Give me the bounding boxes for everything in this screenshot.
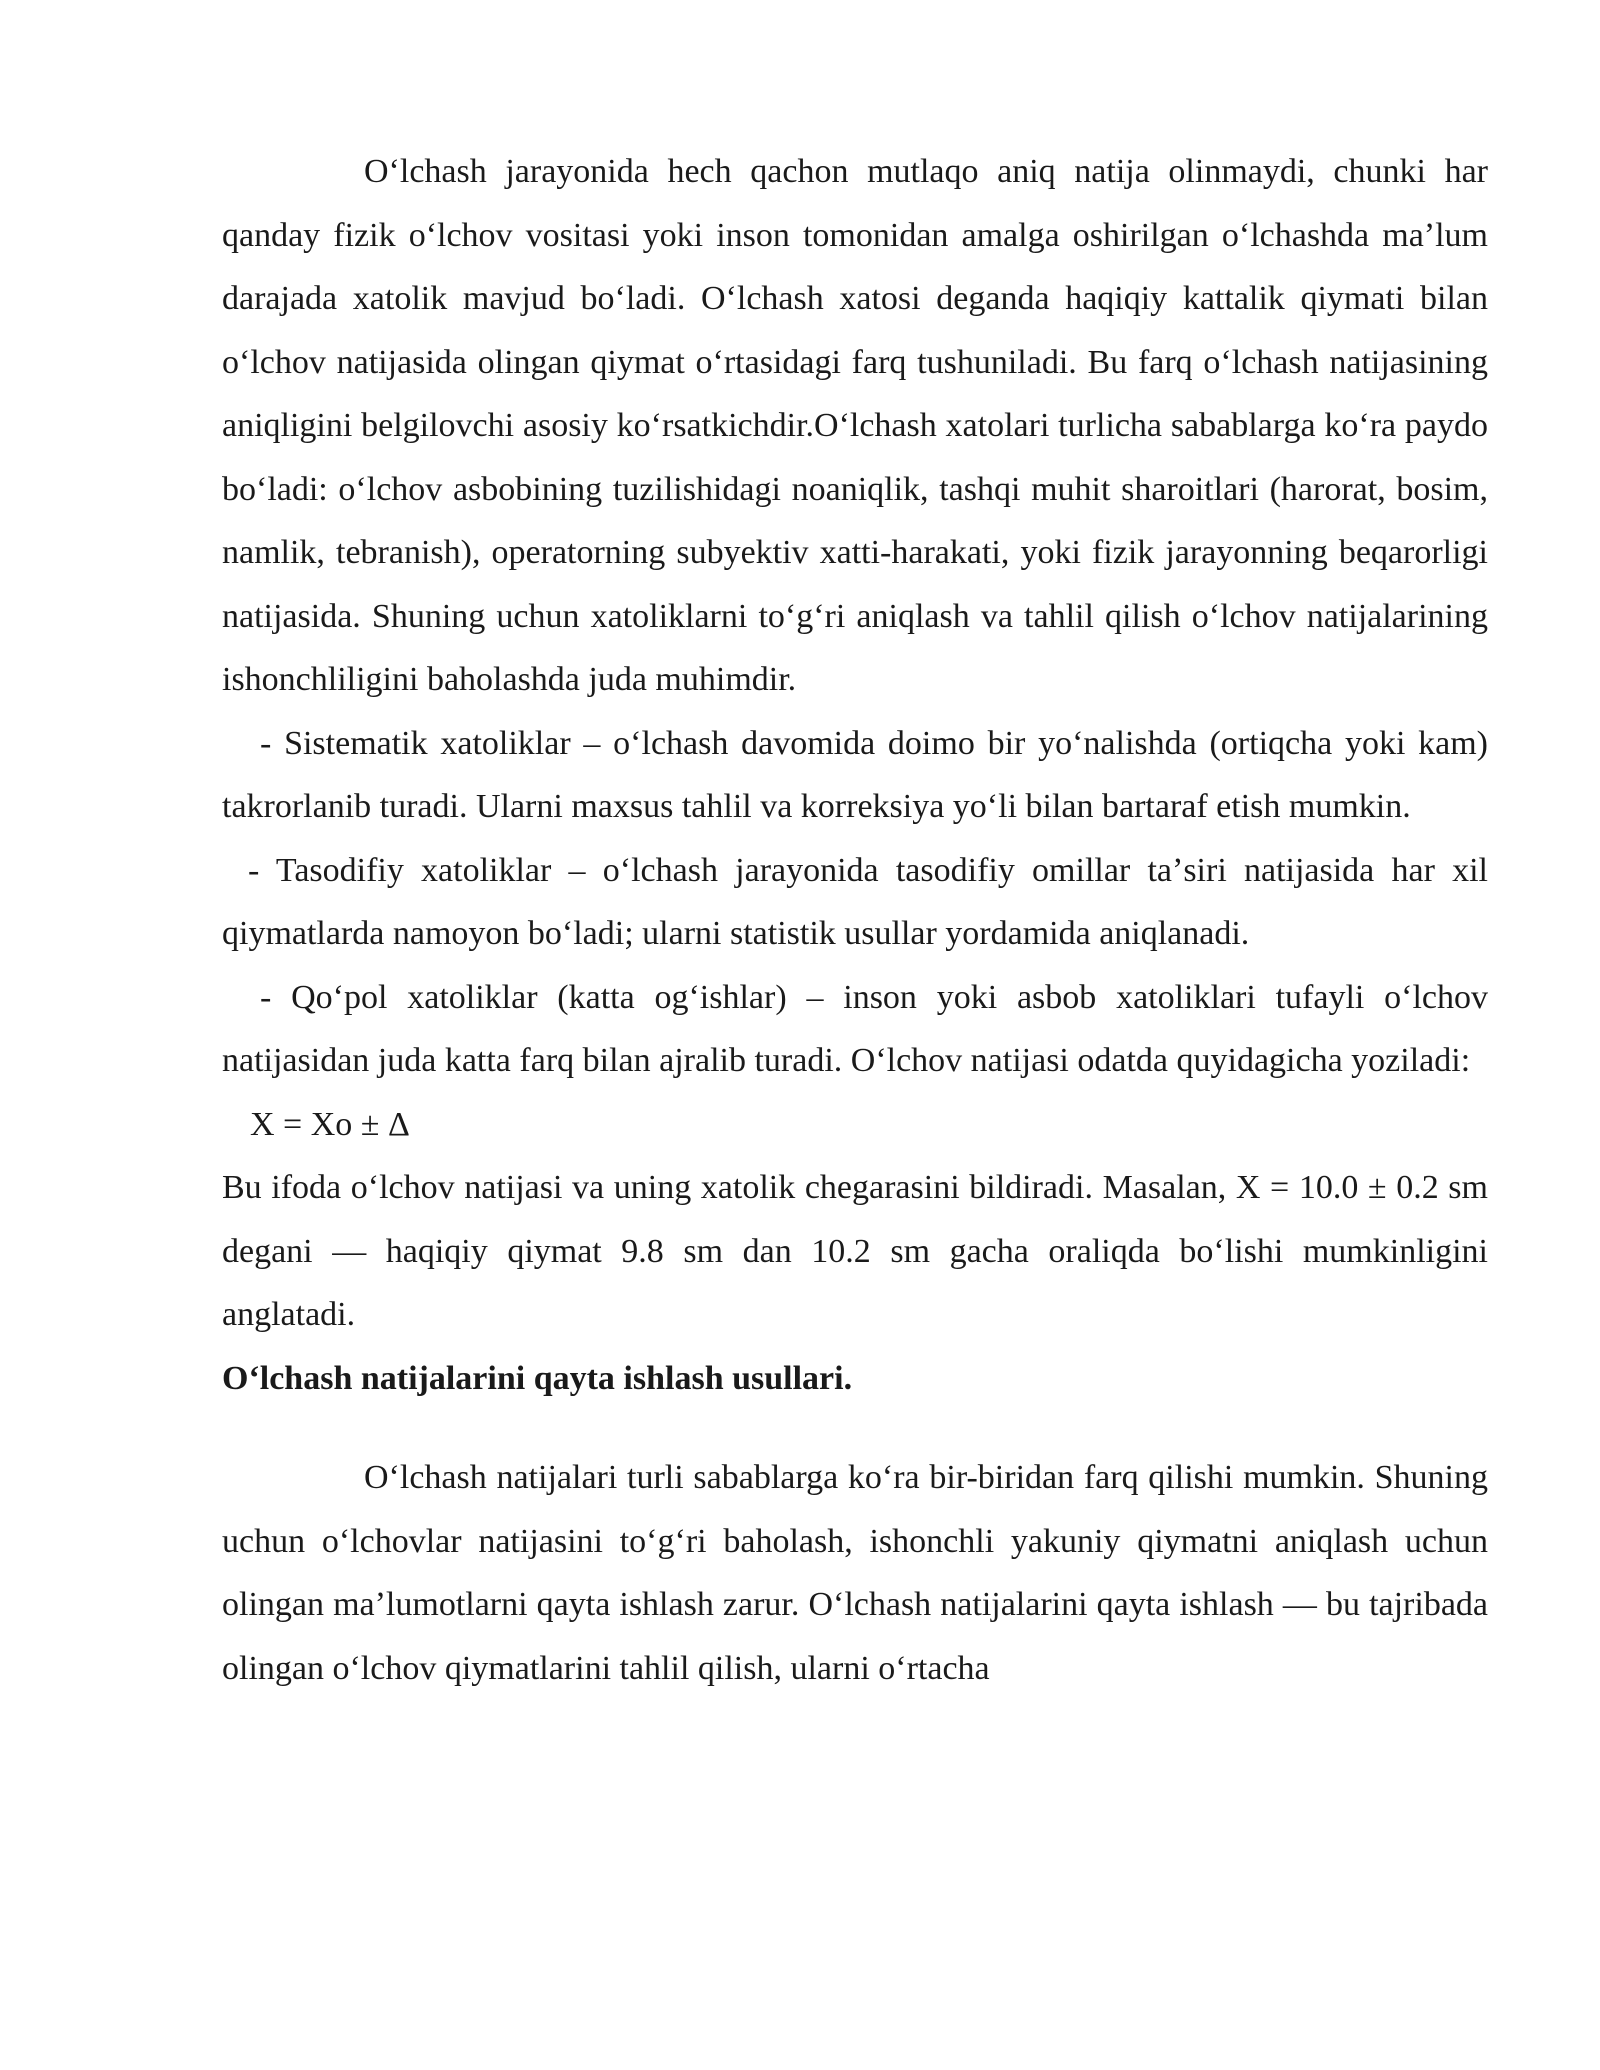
paragraph-gross-errors: - Qoʻpol xatoliklar (katta ogʻishlar) – inson yoki asbob xatoliklari tufayli oʻlchov natijasidan juda katta farq bilan ajralib turadi. Oʻlchov natijasi odatda quyidagicha yoziladi: [222,978,1488,1079]
paragraph-formula-explanation: Bu ifoda oʻlchov natijasi va uning xatolik chegarasini bildiradi. Masalan, X = 10.0 ± 0.2 sm degani — haqiqiy qiymat 9.8 sm dan 10.2 sm gacha oraliqda boʻlishi mumkinligini anglatadi. [222,1169,1488,1333]
measurement-formula: X = Xo ± Δ [250,1105,410,1143]
paragraph-random-errors: - Tasodifiy xatoliklar – oʻlchash jarayonida tasodifiy omillar taʼsiri natijasida har xil qiymatlarda namoyon boʻladi; ularni statistik usullar yordamida aniqlanadi. [222,851,1488,952]
heading-spacer [222,1410,1488,1446]
page-body [222,140,1488,1700]
paragraph-intro: Oʻlchash jarayonida hech qachon mutlaqo aniq natija olinmaydi, chunki har qanday fizik oʻlchov vositasi yoki inson tomonidan amalga oshirilgan oʻlchashda maʼlum darajada xatolik mavjud boʻladi. Oʻlchash xatosi deganda haqiqiy kattalik qiymati bilan oʻlchov natijasida olingan qiymat oʻrtasidagi farq tushuniladi. Bu farq oʻlchash natijasining aniqligini belgilovchi asosiy koʻrsatkichdir.Oʻlchash xatolari turlicha sabablarga koʻra paydo boʻladi: oʻlchov asbobining tuzilishidagi noaniqlik, tashqi muhit sharoitlari (harorat, bosim, namlik, tebranish), operatorning subyektiv xatti-harakati, yoki fizik jarayonning beqarorligi natijasida. Shuning uchun xatoliklarni toʻgʻri aniqlash va tahlil qilish oʻlchov natijalarining ishonchliligini baholashda juda muhimdir. [222,153,1488,698]
paragraph-processing: Oʻlchash natijalari turli sabablarga koʻra bir-biridan farq qilishi mumkin. Shuning uchun oʻlchovlar natijasini toʻgʻri baholash, ishonchli yakuniy qiymatni aniqlash uchun olingan maʼlumotlarni qayta ishlash zarur. Oʻlchash natijalarini qayta ishlash — bu tajribada olingan oʻlchov qiymatlarini tahlil qilish, ularni oʻrtacha [222,1459,1488,1687]
paragraph-systematic-errors: - Sistematik xatoliklar – oʻlchash davomida doimo bir yoʻnalishda (ortiqcha yoki kam) takrorlanib turadi. Ularni maxsus tahlil va korreksiya yoʻli bilan bartaraf etish mumkin. [222,724,1488,825]
section-heading: Oʻlchash natijalarini qayta ishlash usullari. [222,1359,853,1397]
